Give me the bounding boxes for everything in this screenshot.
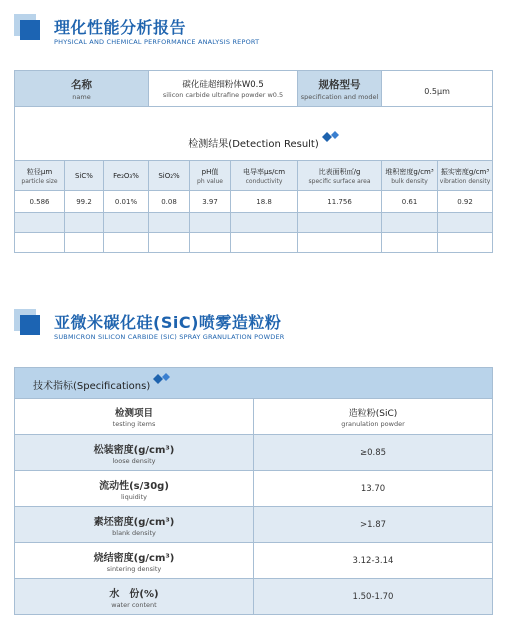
header-sic: SiC% <box>65 161 104 191</box>
square-emblem-icon <box>14 14 40 40</box>
column-header-testing-items: 检测项目 testing items <box>15 399 254 435</box>
value-sic: 99.2 <box>65 191 104 213</box>
value-particle-size: 0.586 <box>15 191 65 213</box>
header-surface-area: 比表面积㎡/g specific surface area <box>298 161 382 191</box>
header-bulk-density: 堆积密度g/cm³ bulk density <box>382 161 438 191</box>
section-subtitle: PHYSICAL AND CHEMICAL PERFORMANCE ANALYSIS REPORT <box>54 38 260 46</box>
table-row <box>15 233 493 253</box>
table-row <box>15 543 493 579</box>
diamond-decoration-icon <box>321 131 341 143</box>
header-fe2o3: Fe₂O₃% <box>104 161 149 191</box>
column-header-granulation-powder: 造粒粉(SiC) granulation powder <box>254 399 493 435</box>
spec-label-cell: 规格型号 specification and model <box>298 71 382 107</box>
value-ph: 3.97 <box>190 191 231 213</box>
table-row <box>15 471 493 507</box>
table-row <box>15 507 493 543</box>
product-name-cell: 碳化硅超细粉体W0.5 silicon carbide ultrafine powder w0.5 <box>149 71 298 107</box>
spec-item-label: 素坯密度(g/cm³) blank density <box>15 507 254 543</box>
performance-report-table <box>14 70 493 253</box>
header-vibration-density: 振实密度g/cm³ vibration density <box>438 161 493 191</box>
table-row <box>15 579 493 615</box>
value-surface-area: 11.756 <box>298 191 382 213</box>
name-label-cell: 名称 name <box>15 71 149 107</box>
header-ph: pH值 ph value <box>190 161 231 191</box>
value-sio2: 0.08 <box>149 191 190 213</box>
specifications-title-cell <box>15 368 493 399</box>
spec-item-value: 13.70 <box>254 471 493 507</box>
value-vibration-density: 0.92 <box>438 191 493 213</box>
section-subtitle: SUBMICRON SILICON CARBIDE (SIC) SPRAY GRANULATION POWDER <box>54 333 285 341</box>
spec-item-label: 松装密度(g/cm³) loose density <box>15 435 254 471</box>
spec-item-value: 3.12-3.14 <box>254 543 493 579</box>
specifications-title: 技术指标(Specifications) <box>33 377 150 392</box>
spec-item-value: >1.87 <box>254 507 493 543</box>
spec-item-label: 水 份(%) water content <box>15 579 254 615</box>
spec-value-cell: 0.5μm <box>382 71 493 107</box>
detection-result-title-cell <box>15 107 493 161</box>
table-row <box>15 399 493 435</box>
spec-item-value: ≥0.85 <box>254 435 493 471</box>
header-sio2: SiO₂% <box>149 161 190 191</box>
table-row <box>15 213 493 233</box>
table-row <box>15 435 493 471</box>
spec-item-value: 1.50-1.70 <box>254 579 493 615</box>
header-conductivity: 电导率μs/cm conductivity <box>231 161 298 191</box>
specifications-table <box>14 367 493 615</box>
value-fe2o3: 0.01% <box>104 191 149 213</box>
diamond-decoration-icon <box>152 373 172 385</box>
square-emblem-icon <box>14 309 40 335</box>
value-conductivity: 18.8 <box>231 191 298 213</box>
section-title: 亚微米碳化硅(SiC)喷雾造粒粉 <box>54 313 282 332</box>
section-title: 理化性能分析报告 <box>54 18 187 37</box>
value-bulk-density: 0.61 <box>382 191 438 213</box>
detection-result-title: 检测结果(Detection Result) <box>188 135 318 150</box>
spec-item-label: 流动性(s/30g) liquidity <box>15 471 254 507</box>
spec-item-label: 烧结密度(g/cm³) sintering density <box>15 543 254 579</box>
header-particle-size: 粒径μm particle size <box>15 161 65 191</box>
